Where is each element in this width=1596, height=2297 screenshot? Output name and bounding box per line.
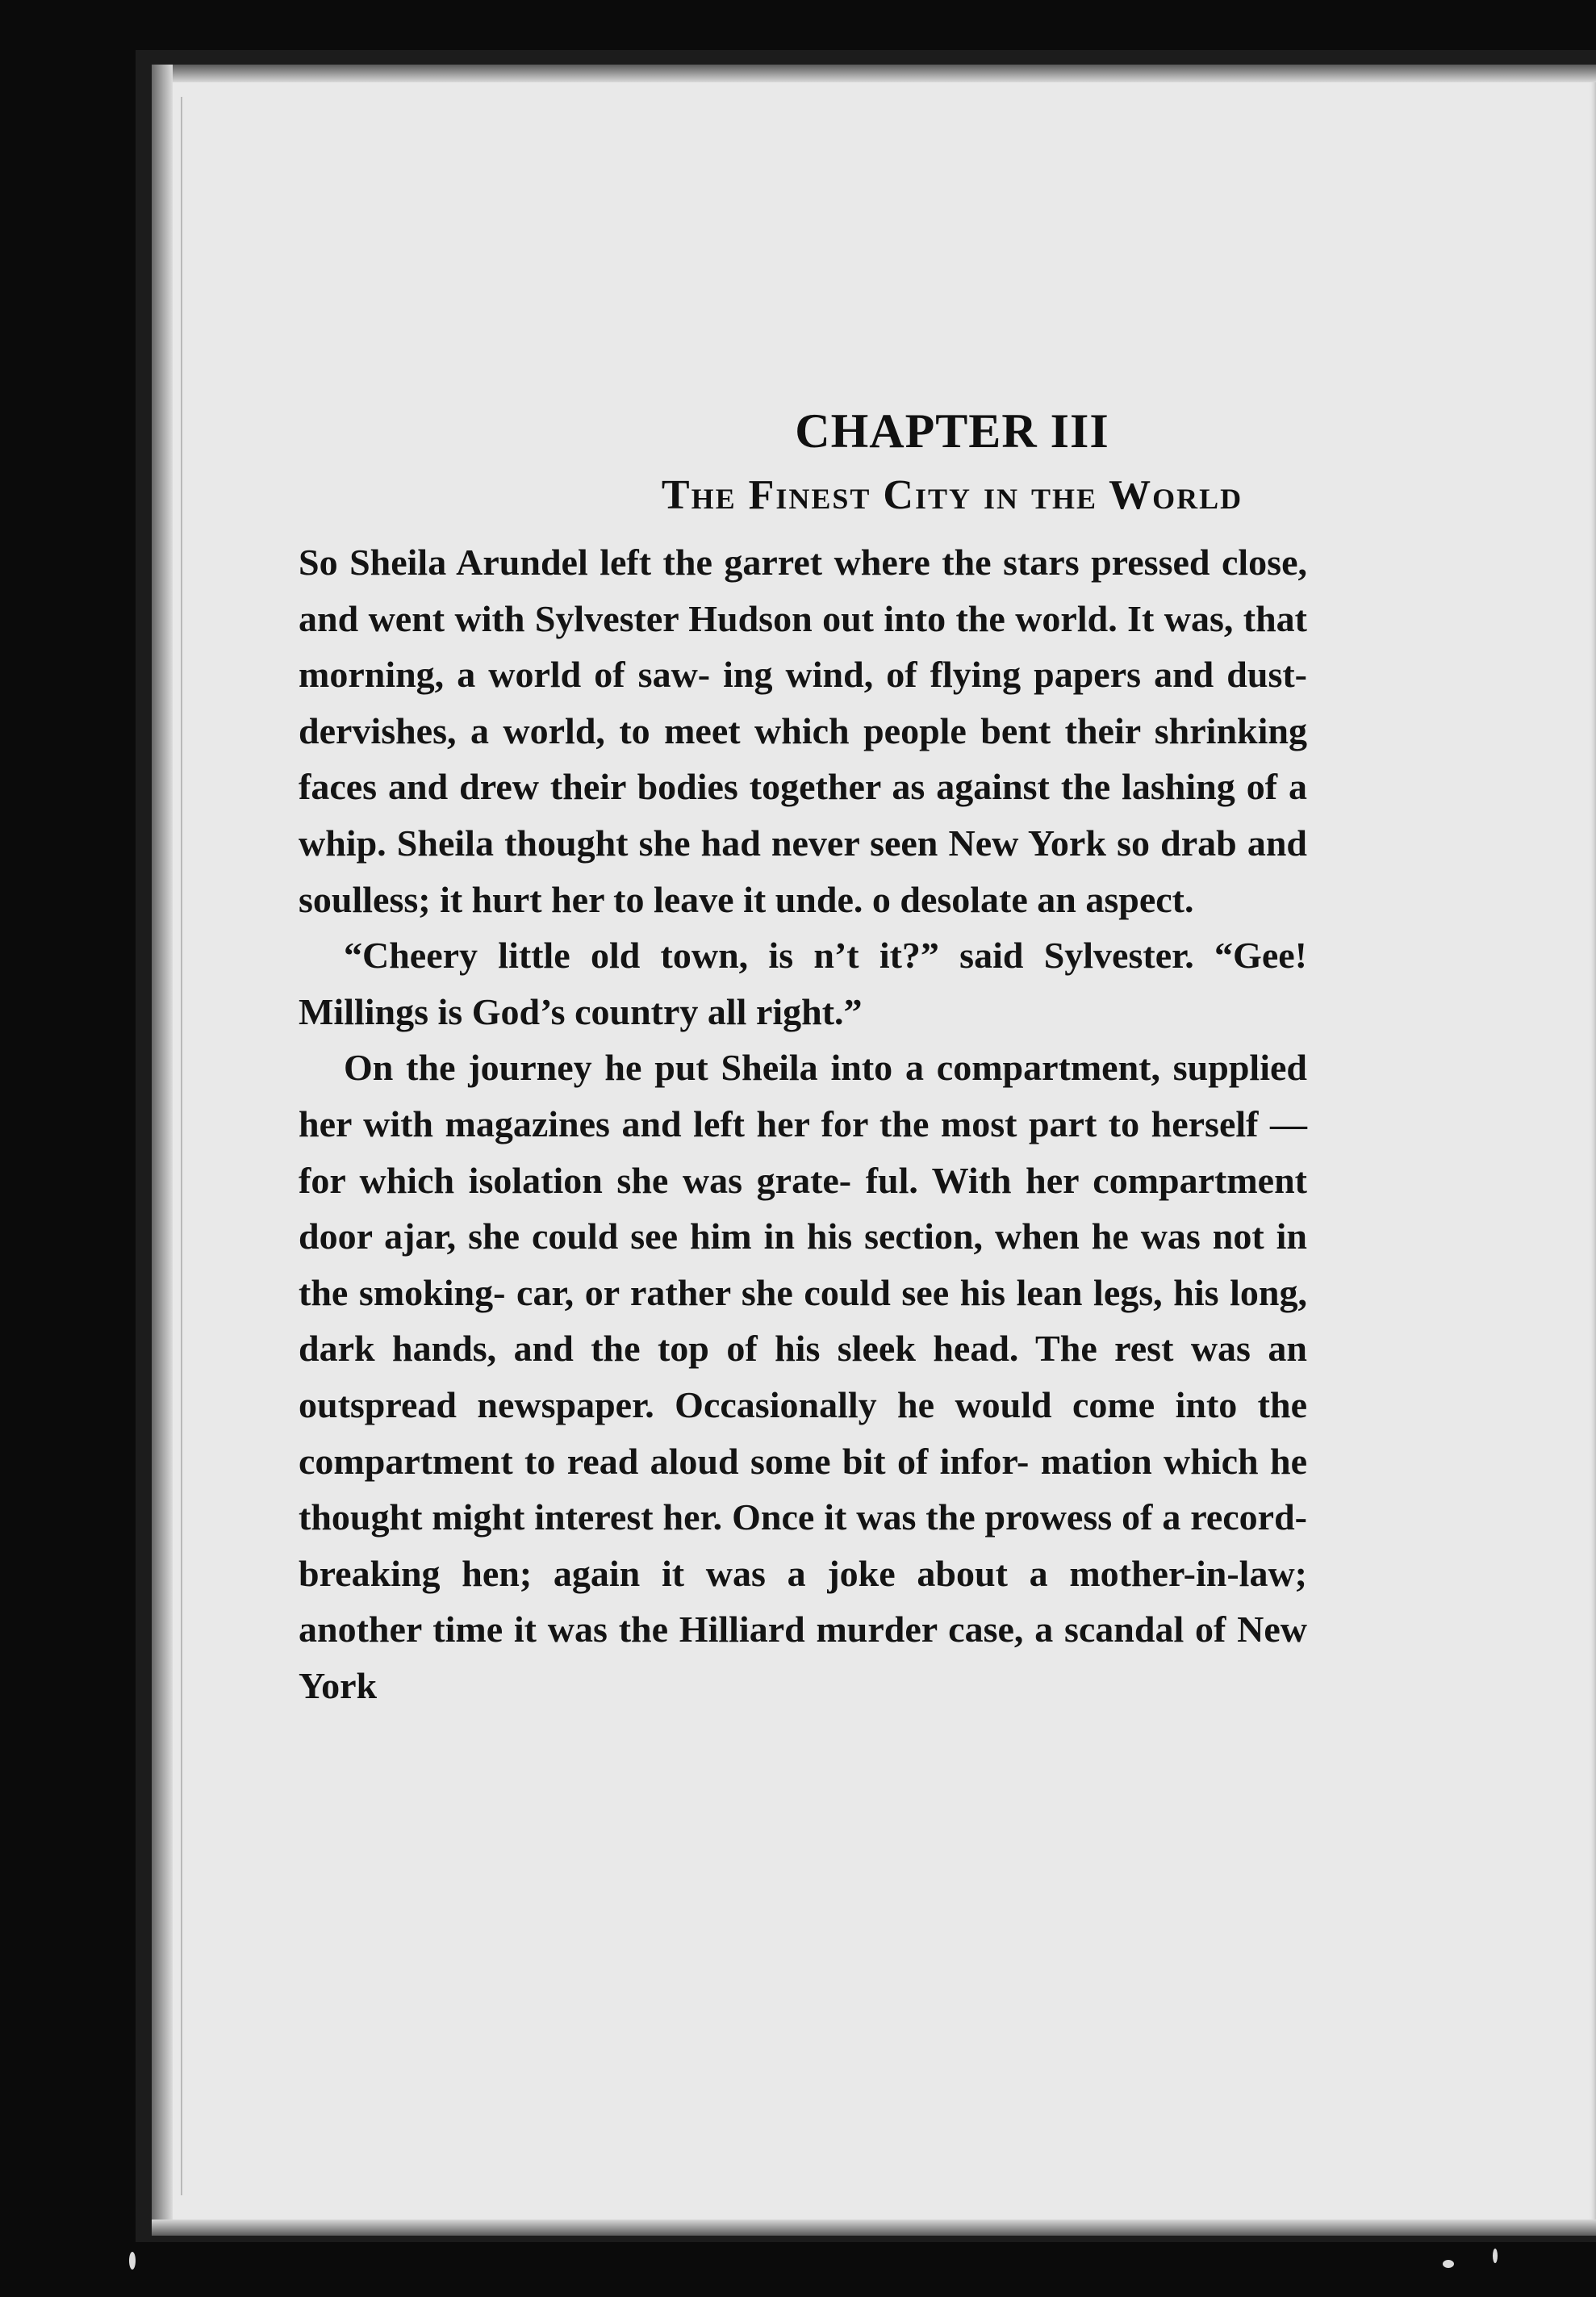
chapter-number: CHAPTER III [795, 404, 1109, 458]
chapter-title: The Finest City in the World [661, 472, 1243, 518]
page-top-edge [152, 65, 1596, 82]
page-bottom-edge [152, 2220, 1596, 2236]
chapter-body [299, 534, 1307, 1713]
paragraph-2: “Cheery little old town, is n’t it?” said Sylvester. “Gee! Millings is God’s country all right.” [299, 935, 1307, 1032]
page-left-edge [152, 65, 173, 2236]
paragraph-3: On the journey he put Sheila into a compartment, supplied her with magazines and left her for the most part to herself — for which isolation she was grate- ful. With her compartment door ajar, she could see him in his section, when he was not in the smoking- car, or rather she could see his lean legs, his long, dark hands, and the top of his sleek head. The rest was an outspread newspaper. Occasionally he would come into the compartment to read aloud some bit of infor- mation which he thought might interest her. Once it was the prowess of a record-breaking hen; again it was a joke about a mother-in-law; another time it was the Hilliard murder case, a scandal of New York [299, 1047, 1307, 1706]
paragraph-1: So Sheila Arundel left the garret where the stars pressed close, and went with Sylvester Hudson out into the world. It was, that morning, a world of saw- ing wind, of flying papers and dust-dervishes, a world, to meet which people bent their shrinking faces and drew their bodies together as against the lashing of a whip. Sheila thought she had never seen New York so drab and soulless; it hurt her to leave it unde. o desolate an aspect. [299, 542, 1307, 920]
